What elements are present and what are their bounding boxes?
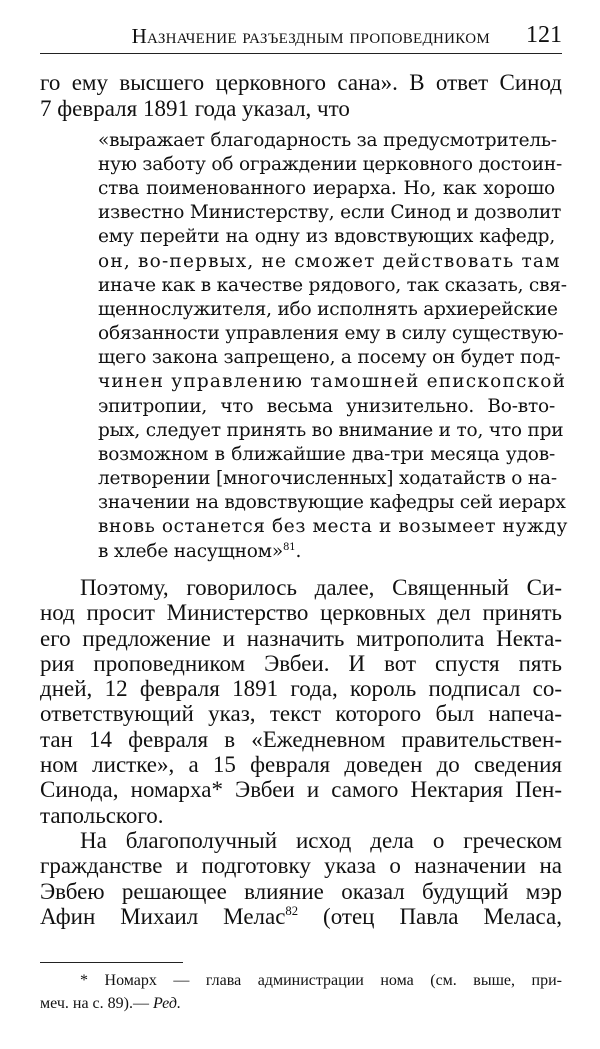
running-header <box>40 22 562 52</box>
body-line: 7 февраля 1891 года указал, что <box>40 96 350 121</box>
quote-line: ства поименованного иерарха. Но, как хорошо <box>98 178 555 199</box>
quote-text: в хлебе насущном» <box>98 541 283 562</box>
quote-line: обязанности управления ему в силу существую- <box>98 323 564 344</box>
footnote-ref-82[interactable]: 82 <box>285 904 299 919</box>
editor-note: Ред. <box>152 995 181 1012</box>
body-text: (отец Павла Меласа, <box>298 904 562 929</box>
quote-line: «выражает благодарность за предусмотритель- <box>98 130 557 151</box>
quote-line: ему перейти на одну из вдовствующих кафедр, <box>98 226 555 247</box>
quote-line: он, во-первых, не сможет действовать там <box>98 251 561 272</box>
quote-line: значении на вдовствующие кафедры сей иерарх <box>98 492 566 513</box>
body-line-with-ref <box>40 904 562 930</box>
body-line: ном листке», а 15 февраля доведен до сведения <box>40 752 562 777</box>
quote-end-punct: . <box>295 541 302 562</box>
body-line: дней, 12 февраля 1891 года, король подписал со- <box>40 676 562 701</box>
quote-line: известно Министерству, если Синод и дозволит <box>98 202 562 223</box>
quote-line: ную заботу об ограждении церковного достоин- <box>98 154 563 175</box>
quote-line: вновь останется без места и возымеет нужду <box>98 516 569 537</box>
page-number: 121 <box>526 22 562 48</box>
footnote-line: * Номарх — глава администрации нома (см. выше, при- <box>80 972 562 989</box>
running-title: Назначение разъездным проповедником <box>131 24 490 48</box>
quote-line: летворении [многочисленных] ходатайств о на- <box>98 468 557 489</box>
body-text: Афин Михаил Мелас <box>40 904 286 929</box>
body-line: Поэтому, говорилось далее, Священный Си- <box>80 575 562 600</box>
footnote-text: меч. на с. 89).— <box>40 995 153 1012</box>
quote-line: рых, следует принять во внимание и то, что при <box>98 420 564 441</box>
header-rule <box>40 53 562 54</box>
quote-line-last <box>98 540 555 564</box>
footnote-line <box>40 993 562 1015</box>
quote-line: иначе как в качестве рядового, так сказать, свя- <box>98 275 567 296</box>
footnote-ref-81[interactable]: 81 <box>282 541 296 553</box>
body-line: тан 14 февраля в «Ежедневном правительствен- <box>40 727 562 752</box>
quote-line: эпитропии, что весьма унизительно. Во-вто- <box>98 396 555 417</box>
body-line: его предложение и назначить митрополита Некта- <box>40 626 562 651</box>
body-line: На благополучный исход дела о греческом <box>80 828 562 853</box>
quote-line: возможном в ближайшие два-три месяца удов- <box>98 444 555 465</box>
quote-line: чинен управлению тамошней епископской <box>98 371 567 392</box>
body-line: нод просит Министерство церковных дел принять <box>40 600 562 625</box>
quote-line: щеннослужителя, ибо исполнять архиерейские <box>98 299 558 320</box>
body-line: го ему высшего церковного сана». В ответ Синод <box>40 70 562 95</box>
quote-line: щего закона запрещено, а посему он будет под- <box>98 347 561 368</box>
body-line: гражданстве и подготовку указа о назначении на <box>40 853 562 878</box>
body-line: рия проповедником Эвбеи. И вот спустя пять <box>40 651 562 676</box>
footnote-rule <box>40 962 183 963</box>
body-line: тапольского. <box>40 803 164 828</box>
body-line: ответствующий указ, текст которого был напеча- <box>40 701 562 726</box>
body-line: Синода, номарха* Эвбеи и самого Нектария Пен- <box>40 777 562 802</box>
body-line: Эвбею решающее влияние оказал будущий мэр <box>40 879 562 904</box>
